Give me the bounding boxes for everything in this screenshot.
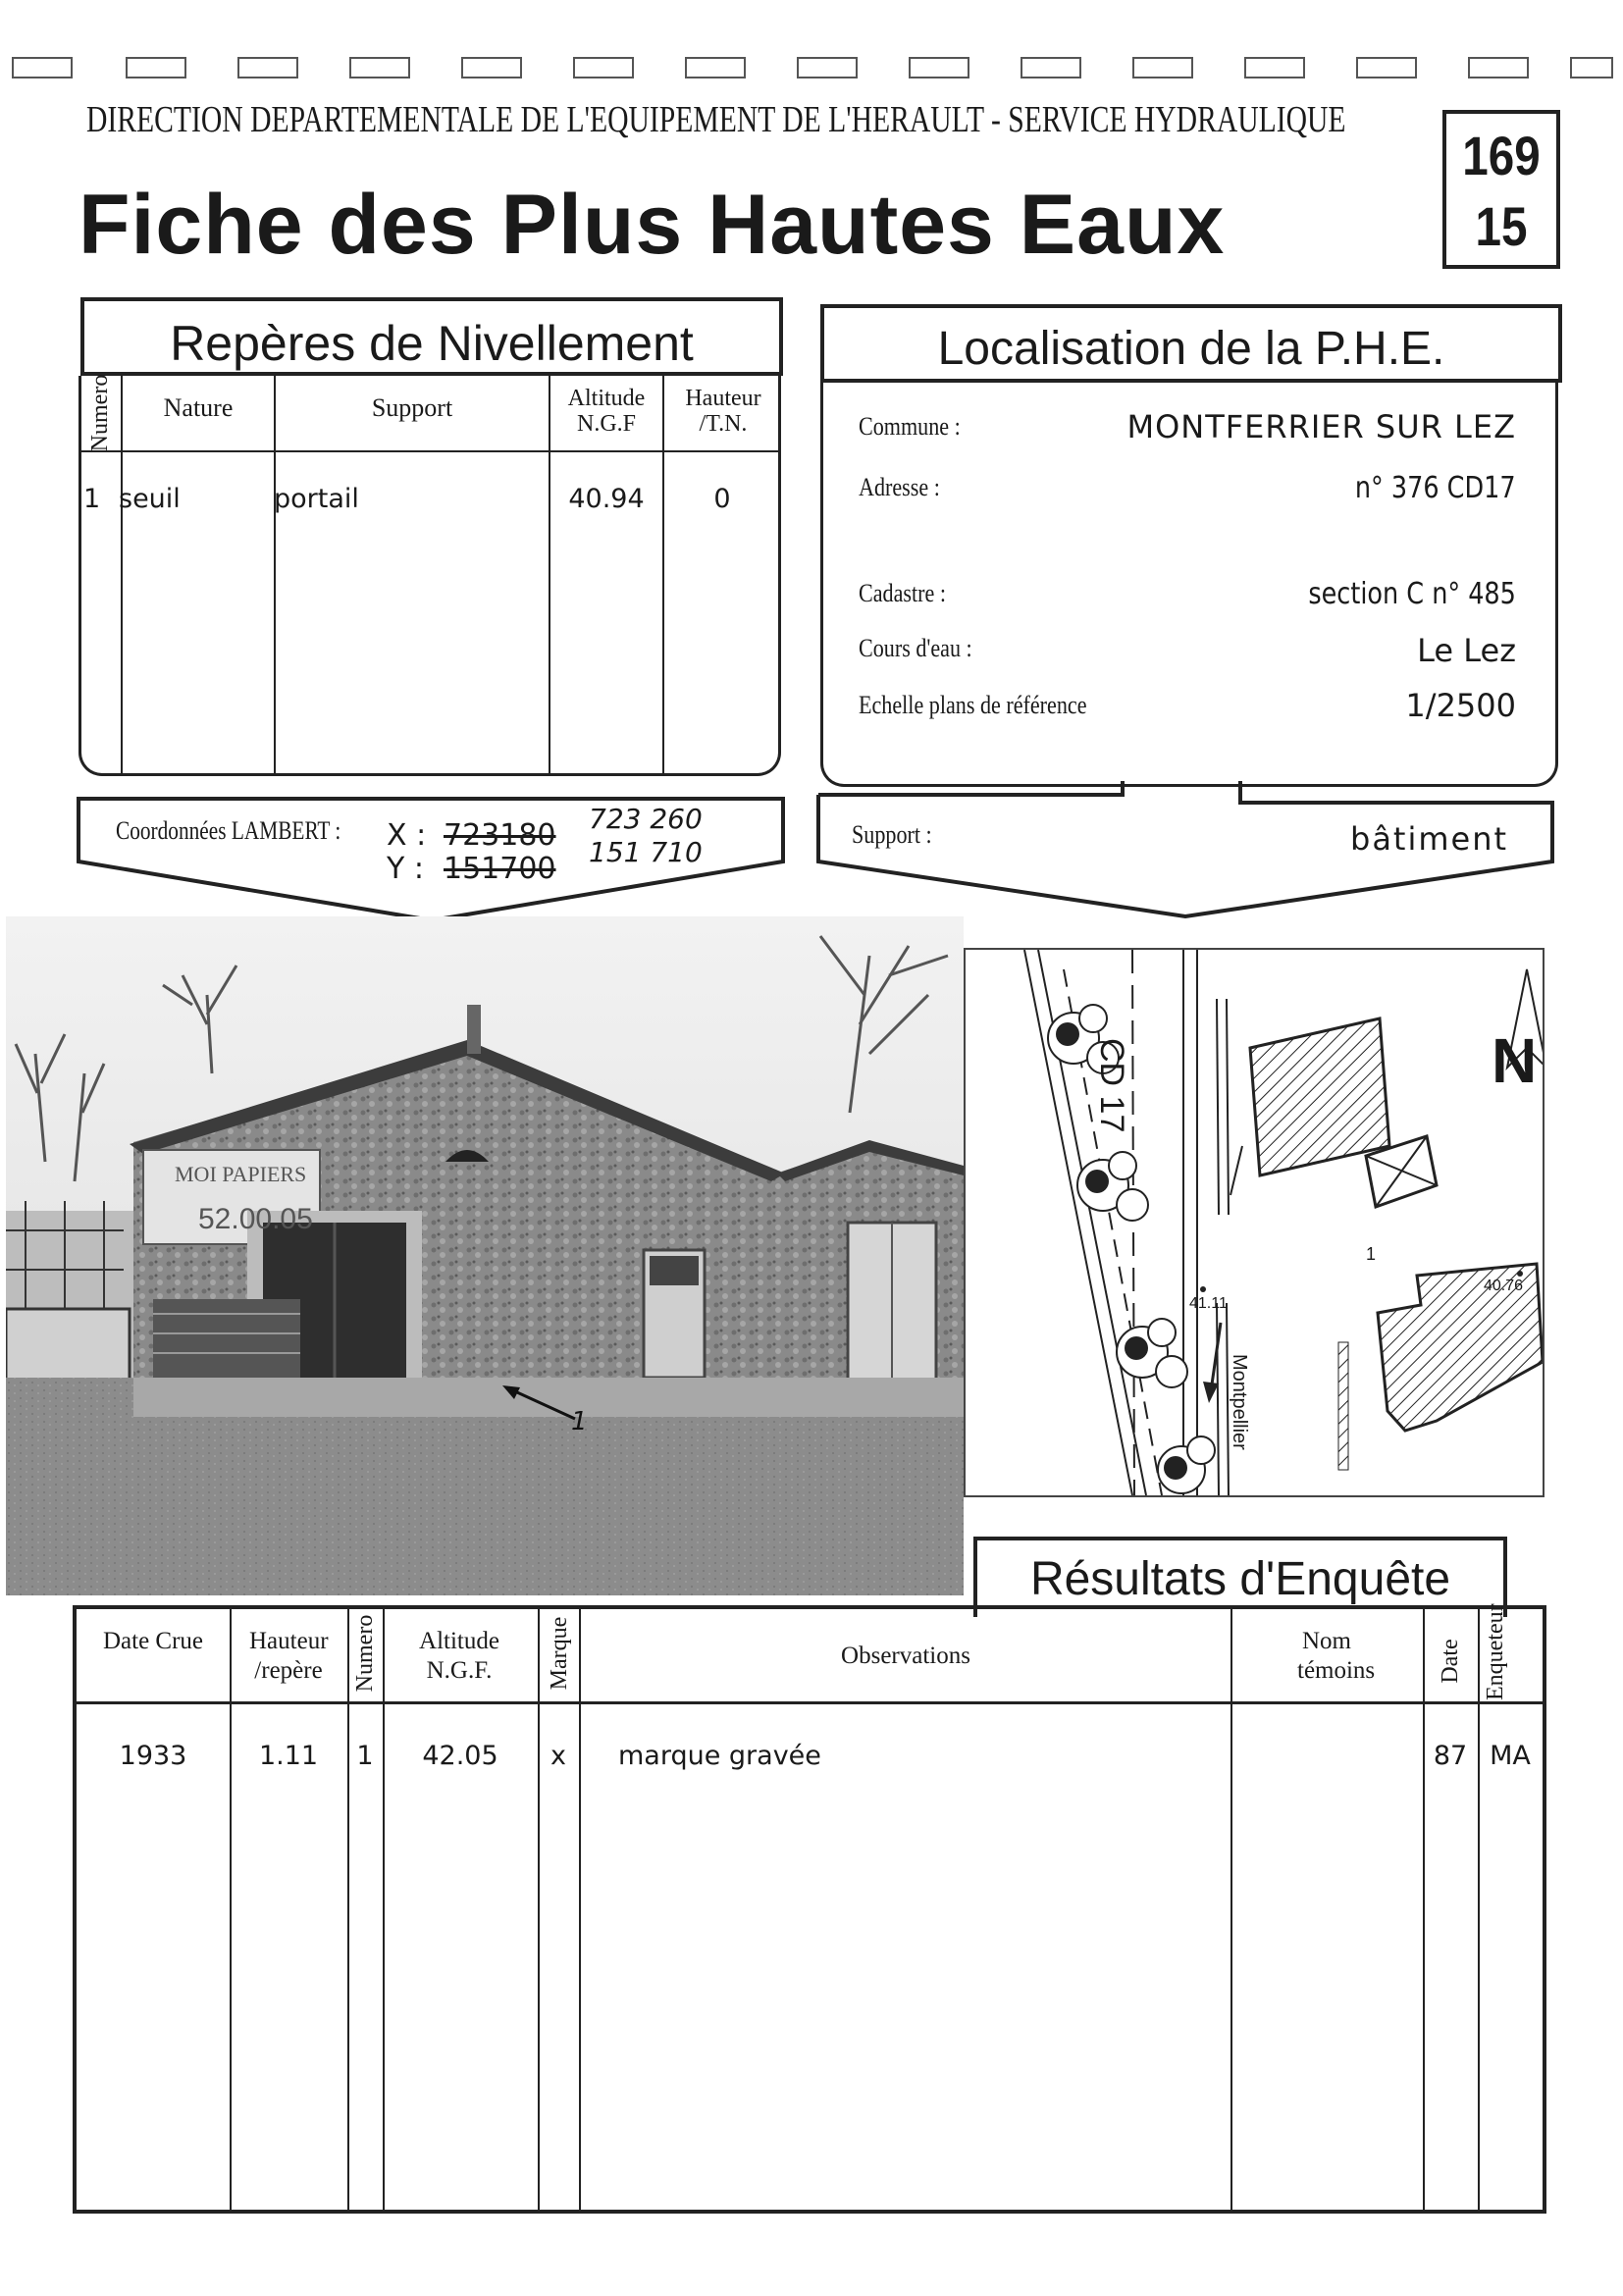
map-road-label: CD 17 <box>1093 1038 1130 1133</box>
resultat-date: 87 <box>1433 1741 1468 1771</box>
reperes-header-divider <box>81 450 781 452</box>
binder-hole <box>685 57 746 78</box>
resultat-numero: 1 <box>356 1741 374 1771</box>
support-label: Support : <box>852 820 932 849</box>
col-support: Support <box>371 393 453 422</box>
binder-hole <box>1021 57 1081 78</box>
resultats-header-divider <box>77 1701 1543 1704</box>
lambert-x-old: 723180 <box>444 818 556 853</box>
binder-hole <box>573 57 634 78</box>
map-drawing <box>966 950 1543 1495</box>
binder-hole <box>349 57 410 78</box>
binder-hole <box>12 57 73 78</box>
col-date-crue: Date Crue <box>102 1628 204 1654</box>
repere-hauteur: 0 <box>713 484 731 514</box>
resultat-date-crue: 1933 <box>119 1741 187 1771</box>
page-title: Fiche des Plus Hautes Eaux <box>79 178 1226 272</box>
map-spot-height-1: 41.11 <box>1189 1295 1228 1312</box>
photo-marker-label: 1 <box>571 1407 588 1436</box>
resultats-title: Résultats d'Enquête <box>1029 1553 1451 1605</box>
resultat-observations: marque gravée <box>618 1741 821 1771</box>
cadastre-value: section C n° 485 <box>1308 577 1516 611</box>
north-label: N <box>1492 1025 1538 1096</box>
cours-eau-value: Le Lez <box>1417 632 1516 669</box>
department-header: DIRECTION DEPARTEMENTALE DE L'EQUIPEMENT DE L'HERAULT - SERVICE HYDRAULIQUE <box>86 99 1346 140</box>
reperes-title: Repères de Nivellement <box>170 316 694 371</box>
col-enqueteur: Enqueteur <box>1483 1603 1508 1700</box>
echelle-value: 1/2500 <box>1405 687 1516 724</box>
map-direction-label: Montpellier <box>1229 1354 1250 1450</box>
col-marque: Marque <box>547 1616 572 1691</box>
map-repere-label: 1 <box>1366 1244 1377 1264</box>
reference-box <box>1442 110 1560 269</box>
building-photo <box>6 916 964 1595</box>
localisation-box <box>820 383 1558 787</box>
cadastre-label: Cadastre : <box>859 579 946 607</box>
col-altitude: Altitude N.G.F <box>567 386 646 437</box>
lambert-y-label: Y : <box>387 852 424 886</box>
photo-sign-line1: MOI PAPIERS <box>175 1162 307 1186</box>
binder-hole <box>1570 57 1613 78</box>
lambert-y-new: 151 710 <box>589 836 703 868</box>
commune-label: Commune : <box>859 412 961 441</box>
col-observations: Observations <box>841 1643 970 1669</box>
repere-numero: 1 <box>83 484 101 514</box>
repere-support: portail <box>274 484 359 514</box>
cours-eau-label: Cours d'eau : <box>859 634 972 662</box>
reperes-table <box>79 376 781 776</box>
lambert-y-old: 151700 <box>444 852 556 886</box>
support-value: bâtiment <box>1350 820 1509 858</box>
binder-hole <box>237 57 298 78</box>
col-date: Date <box>1438 1639 1463 1684</box>
col-nature: Nature <box>163 393 234 422</box>
localisation-title-box <box>820 304 1562 383</box>
col-hauteur-repere: Hauteur /repère <box>249 1628 329 1684</box>
resultat-hauteur: 1.11 <box>258 1741 319 1771</box>
lambert-label: Coordonnées LAMBERT : <box>116 816 341 845</box>
resultat-enqueteur: MA <box>1490 1741 1531 1771</box>
photo-scene <box>6 916 964 1595</box>
col-numero: Numero <box>352 1614 378 1693</box>
resultats-table <box>73 1605 1546 2214</box>
col-nom-temoins: Nom témoins <box>1297 1628 1376 1684</box>
repere-nature: seuil <box>119 484 181 514</box>
col-altitude: Altitude N.G.F. <box>419 1628 499 1684</box>
reperes-title-box <box>80 297 783 376</box>
binder-hole <box>1132 57 1193 78</box>
commune-value: MONTFERRIER SUR LEZ <box>1126 408 1516 445</box>
binder-hole <box>1244 57 1305 78</box>
lambert-x-label: X : <box>387 818 427 853</box>
reference-number: 169 <box>1462 125 1541 186</box>
resultat-marque: x <box>550 1741 566 1771</box>
reference-sub-number: 15 <box>1475 195 1528 257</box>
binder-hole <box>1356 57 1417 78</box>
adresse-label: Adresse : <box>859 473 940 501</box>
col-numero: Numero <box>87 374 113 452</box>
photo-sign-line2: 52.00.05 <box>198 1203 313 1235</box>
adresse-value: n° 376 CD17 <box>1355 471 1516 505</box>
binder-hole <box>461 57 522 78</box>
binder-hole <box>797 57 858 78</box>
resultat-altitude: 42.05 <box>422 1741 498 1771</box>
col-hauteur: Hauteur /T.N. <box>685 386 761 437</box>
binder-hole <box>126 57 186 78</box>
binder-hole <box>1468 57 1529 78</box>
map-spot-height-2: 40.76 <box>1484 1278 1524 1294</box>
lambert-x-new: 723 260 <box>589 803 703 835</box>
repere-altitude: 40.94 <box>568 484 645 514</box>
binder-hole <box>909 57 969 78</box>
localisation-title: Localisation de la P.H.E. <box>937 323 1445 375</box>
location-map <box>964 948 1544 1497</box>
echelle-label: Echelle plans de référence <box>859 691 1087 719</box>
